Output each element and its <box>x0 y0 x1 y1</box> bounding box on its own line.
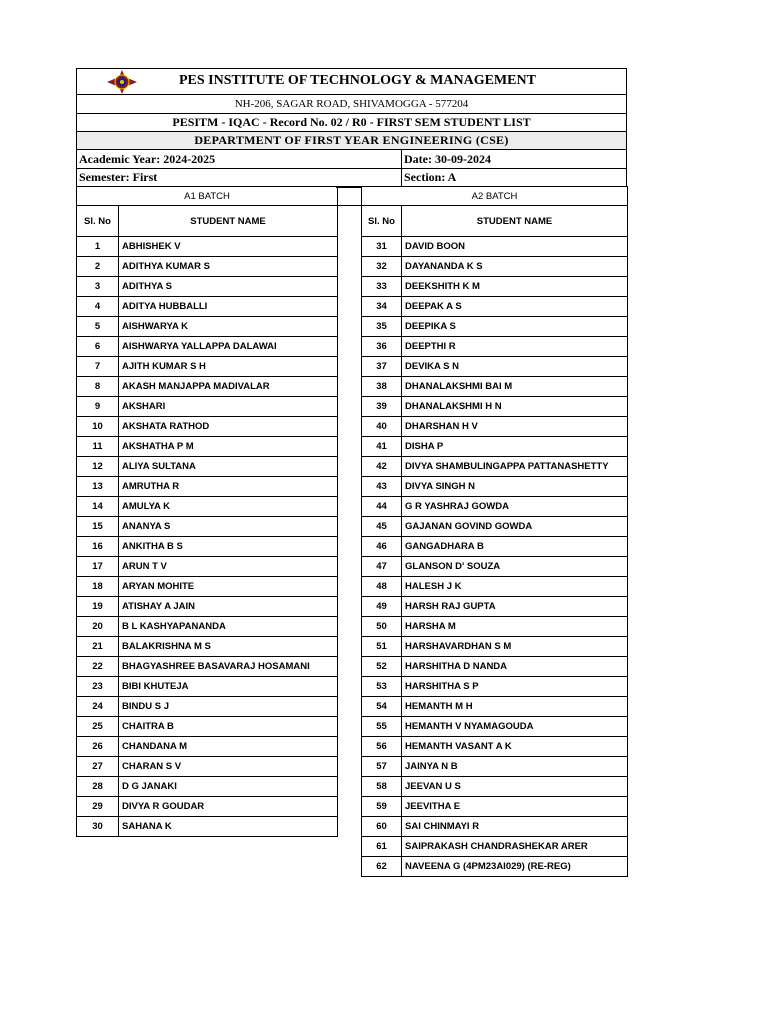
student-name: HARSH RAJ GUPTA <box>402 597 628 617</box>
serial-number: 44 <box>362 497 402 517</box>
serial-number: 14 <box>77 497 119 517</box>
table-row <box>77 557 338 577</box>
student-name: DEEKSHITH K M <box>402 277 628 297</box>
serial-number: 32 <box>362 257 402 277</box>
student-name: AKSHARI <box>119 397 338 417</box>
student-name: AKSHATA RATHOD <box>119 417 338 437</box>
semester-row <box>76 168 627 187</box>
table-row <box>362 537 628 557</box>
student-name: HARSHITHA S P <box>402 677 628 697</box>
student-name: DAVID BOON <box>402 237 628 257</box>
student-name: DIVYA R GOUDAR <box>119 797 338 817</box>
serial-number: 1 <box>77 237 119 257</box>
table-row <box>362 557 628 577</box>
address-row: NH-206, SAGAR ROAD, SHIVAMOGGA - 577204 <box>76 95 627 114</box>
institute-emblem-icon <box>107 70 137 94</box>
a2-name-header: STUDENT NAME <box>402 206 628 237</box>
student-name: ATISHAY A JAIN <box>119 597 338 617</box>
student-name: AISHWARYA K <box>119 317 338 337</box>
table-row <box>362 677 628 697</box>
serial-number: 18 <box>77 577 119 597</box>
serial-number: 34 <box>362 297 402 317</box>
table-row <box>77 777 338 797</box>
table-row <box>362 837 628 857</box>
a1-batch-title: A1 BATCH <box>77 187 338 206</box>
table-row <box>77 497 338 517</box>
serial-number: 48 <box>362 577 402 597</box>
student-name: DEEPTHI R <box>402 337 628 357</box>
table-row <box>77 737 338 757</box>
serial-number: 36 <box>362 337 402 357</box>
student-name: DEVIKA S N <box>402 357 628 377</box>
serial-number: 56 <box>362 737 402 757</box>
student-name: DHANALAKSHMI H N <box>402 397 628 417</box>
institute-name: PES INSTITUTE OF TECHNOLOGY & MANAGEMENT <box>179 73 536 88</box>
department-row: DEPARTMENT OF FIRST YEAR ENGINEERING (CSE) <box>76 132 627 150</box>
table-row <box>362 497 628 517</box>
table-row <box>362 657 628 677</box>
table-row <box>77 597 338 617</box>
table-row <box>77 677 338 697</box>
student-name: B L KASHYAPANANDA <box>119 617 338 637</box>
serial-number: 33 <box>362 277 402 297</box>
table-row <box>362 637 628 657</box>
table-row <box>362 377 628 397</box>
student-name: ANANYA S <box>119 517 338 537</box>
serial-number: 9 <box>77 397 119 417</box>
table-row <box>362 817 628 837</box>
a1-sl-header: Sl. No <box>77 206 119 237</box>
student-name: CHANDANA M <box>119 737 338 757</box>
a2-sl-header: Sl. No <box>362 206 402 237</box>
student-name: DAYANANDA K S <box>402 257 628 277</box>
table-row <box>362 437 628 457</box>
serial-number: 20 <box>77 617 119 637</box>
table-row <box>77 397 338 417</box>
table-row <box>77 477 338 497</box>
serial-number: 26 <box>77 737 119 757</box>
table-row <box>362 597 628 617</box>
serial-number: 19 <box>77 597 119 617</box>
student-name: AISHWARYA YALLAPPA DALAWAI <box>119 337 338 357</box>
student-name: SAIPRAKASH CHANDRASHEKAR ARER <box>402 837 628 857</box>
student-name: JAINYA N B <box>402 757 628 777</box>
table-row <box>362 737 628 757</box>
table-row <box>77 417 338 437</box>
serial-number: 24 <box>77 697 119 717</box>
student-name: G R YASHRAJ GOWDA <box>402 497 628 517</box>
serial-number: 11 <box>77 437 119 457</box>
table-row <box>362 457 628 477</box>
student-name: ADITHYA S <box>119 277 338 297</box>
student-name: DEEPAK A S <box>402 297 628 317</box>
table-row <box>77 757 338 777</box>
student-name: DHANALAKSHMI BAI M <box>402 377 628 397</box>
institute-title-row <box>76 68 627 95</box>
serial-number: 21 <box>77 637 119 657</box>
table-row <box>77 297 338 317</box>
table-row <box>77 697 338 717</box>
serial-number: 49 <box>362 597 402 617</box>
serial-number: 46 <box>362 537 402 557</box>
table-row <box>77 357 338 377</box>
serial-number: 47 <box>362 557 402 577</box>
table-row <box>362 317 628 337</box>
table-row <box>362 757 628 777</box>
serial-number: 51 <box>362 637 402 657</box>
serial-number: 53 <box>362 677 402 697</box>
a1-batch-table <box>76 186 338 837</box>
serial-number: 45 <box>362 517 402 537</box>
student-name: GLANSON D' SOUZA <box>402 557 628 577</box>
table-row <box>362 577 628 597</box>
student-name: BHAGYASHREE BASAVARAJ HOSAMANI <box>119 657 338 677</box>
student-name: DEEPIKA S <box>402 317 628 337</box>
student-name: DIVYA SINGH N <box>402 477 628 497</box>
serial-number: 31 <box>362 237 402 257</box>
table-row <box>362 277 628 297</box>
divider <box>401 150 402 168</box>
serial-number: 37 <box>362 357 402 377</box>
a1-name-header: STUDENT NAME <box>119 206 338 237</box>
table-row <box>77 437 338 457</box>
table-row <box>362 857 628 877</box>
student-name: NAVEENA G (4PM23AI029) (RE-REG) <box>402 857 628 877</box>
student-name: ADITHYA KUMAR S <box>119 257 338 277</box>
table-row <box>77 457 338 477</box>
serial-number: 2 <box>77 257 119 277</box>
divider <box>401 168 402 186</box>
serial-number: 5 <box>77 317 119 337</box>
table-row <box>362 237 628 257</box>
serial-number: 61 <box>362 837 402 857</box>
serial-number: 12 <box>77 457 119 477</box>
student-name: ABHISHEK V <box>119 237 338 257</box>
serial-number: 27 <box>77 757 119 777</box>
student-name: AMULYA K <box>119 497 338 517</box>
academic-year-row <box>76 150 627 169</box>
serial-number: 42 <box>362 457 402 477</box>
table-row <box>362 517 628 537</box>
serial-number: 4 <box>77 297 119 317</box>
serial-number: 10 <box>77 417 119 437</box>
table-row <box>77 317 338 337</box>
table-row <box>77 277 338 297</box>
student-name: DIVYA SHAMBULINGAPPA PATTANASHETTY <box>402 457 628 477</box>
table-row <box>362 417 628 437</box>
serial-number: 41 <box>362 437 402 457</box>
serial-number: 40 <box>362 417 402 437</box>
serial-number: 17 <box>77 557 119 577</box>
student-name: BIBI KHUTEJA <box>119 677 338 697</box>
student-name: GANGADHARA B <box>402 537 628 557</box>
table-row <box>77 657 338 677</box>
date: Date: 30-09-2024 <box>404 152 491 166</box>
section: Section: A <box>404 170 457 184</box>
table-row <box>362 777 628 797</box>
serial-number: 43 <box>362 477 402 497</box>
serial-number: 39 <box>362 397 402 417</box>
serial-number: 52 <box>362 657 402 677</box>
student-name: DISHA P <box>402 437 628 457</box>
serial-number: 54 <box>362 697 402 717</box>
student-name: AJITH KUMAR S H <box>119 357 338 377</box>
table-row <box>362 697 628 717</box>
serial-number: 62 <box>362 857 402 877</box>
serial-number: 15 <box>77 517 119 537</box>
a2-batch-table <box>361 186 628 877</box>
student-name: SAHANA K <box>119 817 338 837</box>
a2-batch-title: A2 BATCH <box>362 187 628 206</box>
student-name: ANKITHA B S <box>119 537 338 557</box>
table-row <box>362 297 628 317</box>
student-name: AKSHATHA P M <box>119 437 338 457</box>
table-row <box>362 797 628 817</box>
table-row <box>77 237 338 257</box>
serial-number: 3 <box>77 277 119 297</box>
serial-number: 58 <box>362 777 402 797</box>
student-name: AMRUTHA R <box>119 477 338 497</box>
serial-number: 25 <box>77 717 119 737</box>
record-row: PESITM - IQAC - Record No. 02 / R0 - FIRST SEM STUDENT LIST <box>76 114 627 132</box>
student-name: JEEVITHA E <box>402 797 628 817</box>
student-name: JEEVAN U S <box>402 777 628 797</box>
student-name: HARSHAVARDHAN S M <box>402 637 628 657</box>
serial-number: 13 <box>77 477 119 497</box>
table-row <box>77 537 338 557</box>
student-name: HARSHITHA D NANDA <box>402 657 628 677</box>
academic-year: Academic Year: 2024-2025 <box>79 152 216 166</box>
student-name: CHAITRA B <box>119 717 338 737</box>
table-row <box>77 717 338 737</box>
table-row <box>77 257 338 277</box>
serial-number: 7 <box>77 357 119 377</box>
serial-number: 55 <box>362 717 402 737</box>
serial-number: 6 <box>77 337 119 357</box>
table-row <box>77 337 338 357</box>
table-row <box>362 617 628 637</box>
student-name: ARUN T V <box>119 557 338 577</box>
table-row <box>362 477 628 497</box>
student-name: BALAKRISHNA M S <box>119 637 338 657</box>
table-row <box>77 577 338 597</box>
student-name: HEMANTH M H <box>402 697 628 717</box>
student-name: BINDU S J <box>119 697 338 717</box>
student-name: HALESH J K <box>402 577 628 597</box>
serial-number: 29 <box>77 797 119 817</box>
serial-number: 8 <box>77 377 119 397</box>
table-row <box>362 337 628 357</box>
student-name: SAI CHINMAYI R <box>402 817 628 837</box>
serial-number: 35 <box>362 317 402 337</box>
table-row <box>77 637 338 657</box>
serial-number: 57 <box>362 757 402 777</box>
student-name: ALIYA SULTANA <box>119 457 338 477</box>
student-name: HEMANTH V NYAMAGOUDA <box>402 717 628 737</box>
table-row <box>77 817 338 837</box>
student-name: CHARAN S V <box>119 757 338 777</box>
table-row <box>77 617 338 637</box>
student-name: D G JANAKI <box>119 777 338 797</box>
batch-gap <box>336 187 362 206</box>
serial-number: 28 <box>77 777 119 797</box>
semester: Semester: First <box>79 170 158 184</box>
serial-number: 60 <box>362 817 402 837</box>
student-name: HEMANTH VASANT A K <box>402 737 628 757</box>
student-name: AKASH MANJAPPA MADIVALAR <box>119 377 338 397</box>
serial-number: 50 <box>362 617 402 637</box>
student-name: ARYAN MOHITE <box>119 577 338 597</box>
serial-number: 16 <box>77 537 119 557</box>
student-name: ADITYA HUBBALLI <box>119 297 338 317</box>
table-row <box>362 257 628 277</box>
student-name: DHARSHAN H V <box>402 417 628 437</box>
table-row <box>77 377 338 397</box>
table-row <box>77 797 338 817</box>
serial-number: 59 <box>362 797 402 817</box>
serial-number: 22 <box>77 657 119 677</box>
serial-number: 23 <box>77 677 119 697</box>
student-name: GAJANAN GOVIND GOWDA <box>402 517 628 537</box>
table-row <box>77 517 338 537</box>
table-row <box>362 397 628 417</box>
serial-number: 38 <box>362 377 402 397</box>
student-name: HARSHA M <box>402 617 628 637</box>
table-row <box>362 357 628 377</box>
table-row <box>362 717 628 737</box>
serial-number: 30 <box>77 817 119 837</box>
